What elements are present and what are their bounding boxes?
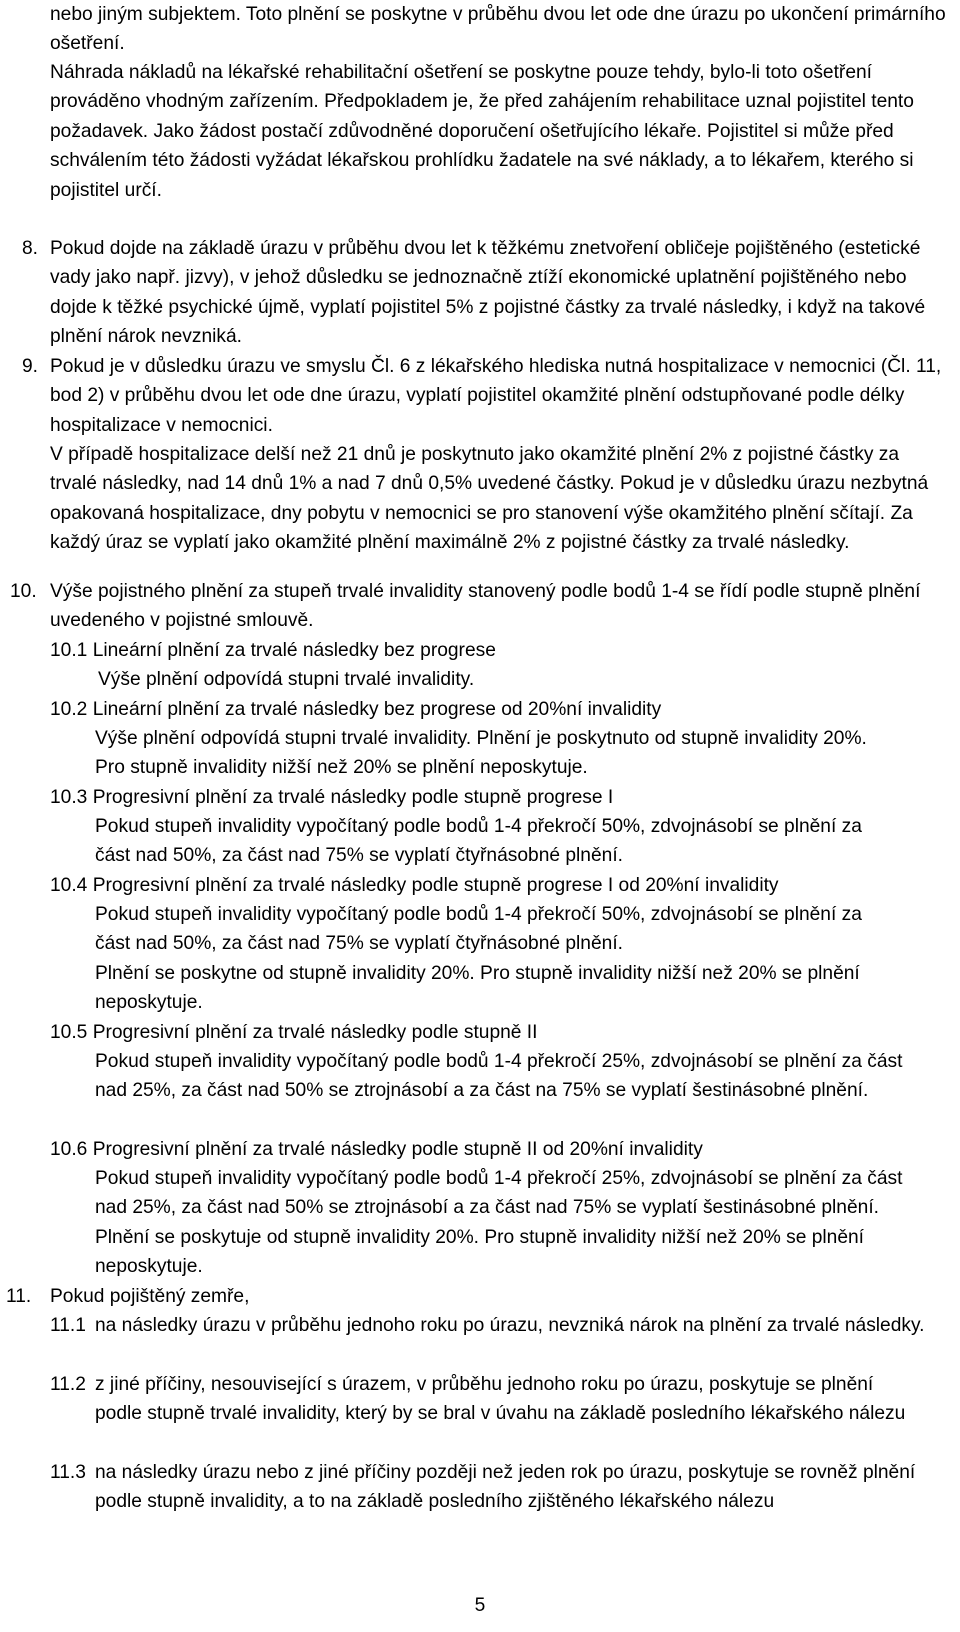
sub-item-10-1 — [50, 636, 930, 665]
item-number: 8. — [22, 238, 39, 259]
item-text: Výše plnění odpovídá stupni trvalé invalidity. Plnění je poskytnuto od stupně invalidity 20%. Pro stupně invalidity nižší než 20% se plnění neposkytuje. — [95, 728, 867, 779]
item-number: 9. — [22, 356, 39, 377]
sub-item-10-4-body — [95, 900, 900, 959]
paragraph-rehabilitation — [50, 58, 950, 205]
item-text: z jiné příčiny, nesouvisející s úrazem, v průběhu jednoho roku po úrazu, poskytuje se plnění podle stupně trvalé invalidity, který by se bral v úvahu na základě posledního lékařského nálezu — [95, 1374, 906, 1425]
paragraph-continuation — [50, 0, 950, 59]
sub-item-10-6 — [50, 1135, 930, 1164]
list-item-11 — [6, 1282, 930, 1311]
item-text: Pokud pojištěný zemře, — [50, 1286, 250, 1307]
item-number: 11.3 — [50, 1462, 86, 1483]
item-text: Plnění se poskytne od stupně invalidity 20%. Pro stupně invalidity nižší než 20% se plnění neposkytuje. — [95, 963, 860, 1014]
item-text: Pokud stupeň invalidity vypočítaný podle bodů 1-4 překročí 25%, zdvojnásobí se plnění za část nad 25%, za část nad 50% se ztrojnásobí a za část na 75% se vyplatí šestinásobné plnění. — [95, 1051, 903, 1102]
sub-item-10-5-body — [95, 1047, 935, 1106]
item-text: Pokud stupeň invalidity vypočítaný podle bodů 1-4 překročí 25%, zdvojnásobí se plnění za část nad 25%, za část nad 50% se ztrojnásobí a za část nad 75% se vyplatí šestinásobné plnění. Plnění se poskytuje od stupně invalidity 20%. Pro stupně invalidity nižší než 20% se plnění neposkytuje. — [95, 1168, 903, 1278]
sub-item-10-3-body — [95, 812, 900, 871]
item-title: Lineární plnění za trvalé následky bez progrese od 20%ní invalidity — [92, 699, 662, 720]
item-number: 10.3 — [50, 787, 88, 808]
item-title: Progresivní plnění za trvalé následky podle stupně II od 20%ní invalidity — [92, 1139, 703, 1160]
item-text: Pokud stupeň invalidity vypočítaný podle bodů 1-4 překročí 50%, zdvojnásobí se plnění za část nad 50%, za část nad 75% se vyplatí čtyřnásobné plnění. — [95, 904, 862, 955]
item-text: Pokud je v důsledku úrazu ve smyslu Čl. 6 z lékařského hlediska nutná hospitalizace v nemocnici (Čl. 11, bod 2) v průběhu dvou let ode dne úrazu, vyplatí pojistitel okamžité plnění odstupňované podle délky hospitalizace v nemocnici. — [50, 356, 942, 436]
item-title: Progresivní plnění za trvalé následky podle stupně progrese I od 20%ní invalidity — [92, 875, 779, 896]
item-number: 10. — [10, 581, 37, 602]
sub-item-11-3 — [50, 1458, 925, 1517]
item-number: 10.1 — [50, 640, 88, 661]
item-text: na následky úrazu nebo z jiné příčiny později než jeden rok po úrazu, poskytuje se rovněž plnění podle stupně invalidity, a to na základě posledního zjištěného lékařského nálezu — [95, 1462, 916, 1513]
sub-item-10-3 — [50, 783, 930, 812]
sub-item-10-5 — [50, 1018, 930, 1047]
item-number: 10.4 — [50, 875, 88, 896]
item-text: Výše plnění odpovídá stupni trvalé invalidity. — [98, 669, 475, 690]
sub-item-10-4-note — [95, 959, 930, 1018]
page-number: 5 — [474, 1595, 486, 1616]
item-text: Výše pojistného plnění za stupeň trvalé invalidity stanovený podle bodů 1-4 se řídí podle stupně plnění uvedeného v pojistné smlouvě. — [50, 581, 921, 632]
sub-item-10-2-body — [95, 724, 890, 783]
list-item-9 — [22, 352, 950, 440]
paragraph-text: Náhrada nákladů na lékařské rehabilitační ošetření se poskytne pouze tehdy, bylo-li toto ošetření prováděno vhodným zařízením. Předpokladem je, že před zahájením rehabilitace uznal pojistitel tento požadavek. Jako žádost postačí zdůvodněné doporučení ošetřujícího lékaře. Pojistitel si může před schválením této žádosti vyžádat lékařskou prohlídku žadatele na své náklady, a to lékařem, kterého si pojistitel určí. — [50, 62, 914, 201]
item-number: 11.2 — [50, 1374, 86, 1395]
sub-item-11-1 — [50, 1311, 930, 1340]
item-text: na následky úrazu v průběhu jednoho roku po úrazu, nevzniká nárok na plnění za trvalé následky. — [95, 1315, 925, 1336]
list-item-8 — [22, 234, 950, 352]
sub-item-11-2 — [50, 1370, 925, 1429]
item-title: Progresivní plnění za trvalé následky podle stupně II — [92, 1022, 538, 1043]
item-title: Lineární plnění za trvalé následky bez progrese — [92, 640, 496, 661]
item-number: 10.5 — [50, 1022, 88, 1043]
item-number: 11.1 — [50, 1315, 86, 1336]
paragraph-hospitalization — [50, 440, 950, 558]
list-item-10 — [10, 577, 950, 636]
sub-item-10-6-body — [95, 1164, 935, 1282]
sub-item-10-2 — [50, 695, 930, 724]
paragraph-text: nebo jiným subjektem. Toto plnění se poskytne v průběhu dvou let ode dne úrazu po ukončení primárního ošetření. — [50, 4, 946, 55]
item-number: 11. — [6, 1286, 32, 1307]
sub-item-10-4 — [50, 871, 950, 900]
item-title: Progresivní plnění za trvalé následky podle stupně progrese I — [92, 787, 614, 808]
item-text: Pokud stupeň invalidity vypočítaný podle bodů 1-4 překročí 50%, zdvojnásobí se plnění za část nad 50%, za část nad 75% se vyplatí čtyřnásobné plnění. — [95, 816, 862, 867]
sub-item-10-1-body — [98, 665, 918, 694]
item-number: 10.6 — [50, 1139, 88, 1160]
item-number: 10.2 — [50, 699, 88, 720]
paragraph-text: V případě hospitalizace delší než 21 dnů je poskytnuto jako okamžité plnění 2% z pojistné částky za trvalé následky, nad 14 dnů 1% a nad 7 dnů 0,5% uvedené částky. Pokud je v důsledku úrazu nezbytná opakovaná hospitalizace, dny pobytu v nemocnici se pro stanovení výše okamžitého plnění sčítají. Za každý úraz se vyplatí jako okamžité plnění maximálně 2% z pojistné částky za trvalé následky. — [50, 444, 929, 554]
item-text: Pokud dojde na základě úrazu v průběhu dvou let k těžkému znetvoření obličeje pojištěného (estetické vady jako např. jizvy), v jehož důsledku se jednoznačně ztíží ekonomické uplatnění pojištěného nebo dojde k těžké psychické újmě, vyplatí pojistitel 5% z pojistné částky za trvalé následky, i když na takové plnění nárok nevzniká. — [50, 238, 926, 348]
